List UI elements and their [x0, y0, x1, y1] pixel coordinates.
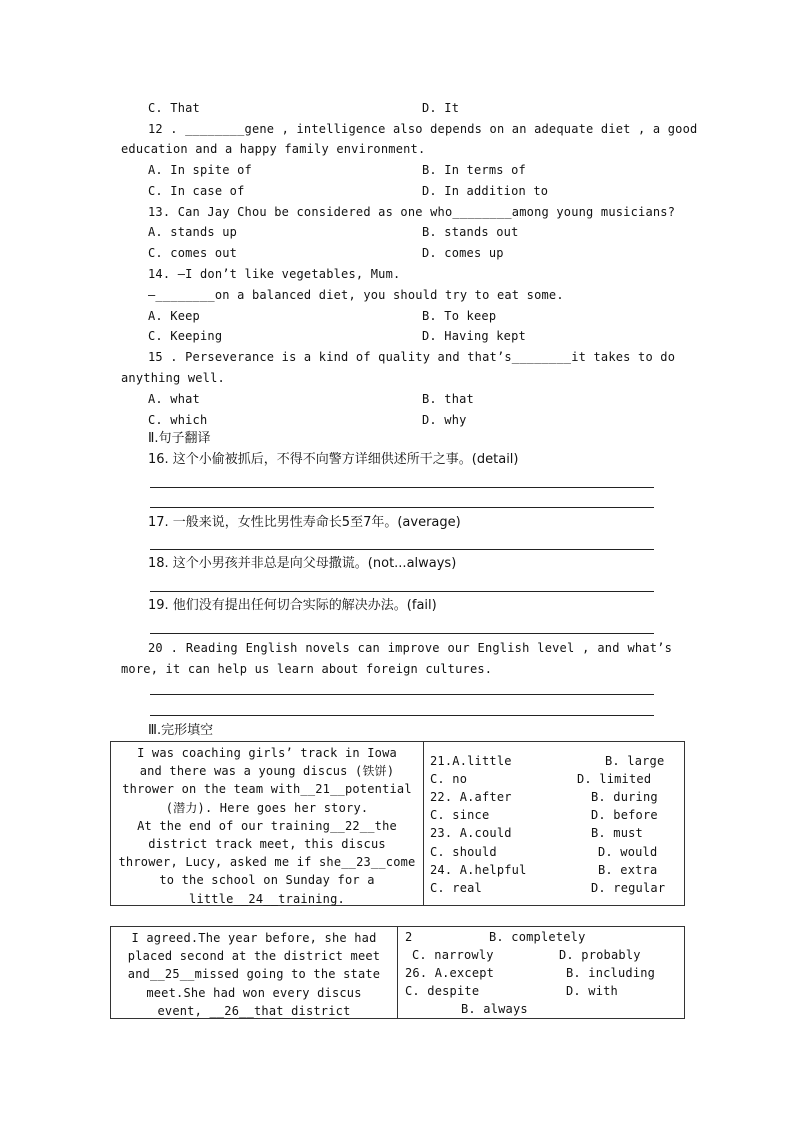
option-13-c: C. comes out — [148, 246, 238, 260]
option-27-b: B. always — [461, 1002, 528, 1016]
option-12-d: D. In addition to — [422, 184, 549, 198]
option-21-d: D. limited — [577, 772, 652, 786]
option-22-a: 22. A.after — [430, 790, 512, 804]
option-14-d: D. Having kept — [422, 329, 526, 343]
cloze-passage-1 — [117, 744, 417, 908]
passage-line: At the end of our training__22__the — [137, 818, 397, 833]
option-13-a: A. stands up — [148, 225, 238, 239]
answer-line[interactable] — [150, 591, 654, 592]
question-19: 19. 他们没有提出任何切合实际的解决办法。(fail) — [148, 598, 437, 613]
question-14-line2: —________on a balanced diet, you should try to eat some. — [148, 288, 564, 302]
passage-line: to the school on Sunday for a — [159, 873, 375, 888]
passage-line: thrower on the team with__21__potential — [122, 782, 412, 797]
option-15-d: D. why — [422, 413, 467, 427]
question-17: 17. 一般来说，女性比男性寿命长5至7年。(average) — [148, 515, 461, 530]
option-15-a: A. what — [148, 392, 200, 406]
option-15-c: C. which — [148, 413, 208, 427]
section-2-heading: Ⅱ.句子翻译 — [148, 431, 211, 446]
option-12-a: A. In spite of — [148, 163, 252, 177]
passage-line: thrower, Lucy, asked me if she__23__come — [118, 855, 416, 870]
cloze-box-1 — [110, 741, 685, 906]
passage-line: meet.She had won every discus — [146, 985, 362, 1000]
question-15-line1: 15 . Perseverance is a kind of quality and that’s________it takes to do — [148, 350, 676, 364]
passage-line: (潜力). Here goes her story. — [165, 800, 369, 815]
question-13: 13. Can Jay Chou be considered as one who________among young musicians? — [148, 205, 676, 219]
question-20-line2: more, it can help us learn about foreign cultures. — [121, 662, 493, 676]
column-divider — [397, 927, 398, 1018]
cloze-passage-2 — [115, 929, 393, 1020]
option-11-c: C. That — [148, 101, 200, 115]
answer-line[interactable] — [150, 487, 654, 488]
option-11-d: D. It — [422, 101, 460, 115]
answer-line[interactable] — [150, 507, 654, 508]
option-23-d: D. would — [598, 845, 658, 859]
option-21-a: 21.A.little — [430, 754, 512, 768]
option-24-d: D. regular — [591, 881, 666, 895]
section-3-heading: Ⅲ.完形填空 — [148, 723, 214, 738]
option-14-c: C. Keeping — [148, 329, 223, 343]
option-24-a: 24. A.helpful — [430, 863, 527, 877]
option-22-d: D. before — [591, 808, 658, 822]
option-21-b: B. large — [605, 754, 665, 768]
question-15-line2: anything well. — [121, 371, 225, 385]
answer-line[interactable] — [150, 715, 654, 716]
option-26-d: D. with — [566, 984, 618, 998]
cloze-box-2 — [110, 926, 685, 1019]
option-25-d: D. probably — [559, 948, 641, 962]
option-25-a: 2 — [405, 930, 413, 944]
option-14-b: B. To keep — [422, 309, 497, 323]
answer-line[interactable] — [150, 633, 654, 634]
option-25-c: C. narrowly — [412, 948, 494, 962]
option-26-a: 26. A.except — [405, 966, 495, 980]
option-12-c: C. In case of — [148, 184, 245, 198]
question-12-line2: education and a happy family environment. — [121, 142, 426, 156]
option-26-b: B. including — [566, 966, 656, 980]
option-26-c: C. despite — [405, 984, 480, 998]
option-23-c: C. should — [430, 845, 497, 859]
passage-line: little__24__training. — [189, 891, 345, 906]
question-14-line1: 14. —I don’t like vegetables, Mum. — [148, 267, 401, 281]
option-22-b: B. during — [591, 790, 658, 804]
passage-line: and there was a young discus (铁饼) — [139, 764, 395, 779]
answer-line[interactable] — [150, 694, 654, 695]
option-23-a: 23. A.could — [430, 826, 512, 840]
option-15-b: B. that — [422, 392, 474, 406]
question-20-line1: 20 . Reading English novels can improve our English level , and what’s — [148, 641, 672, 655]
option-23-b: B. must — [591, 826, 643, 840]
column-divider — [423, 742, 424, 905]
answer-line[interactable] — [150, 549, 654, 550]
option-24-c: C. real — [430, 881, 482, 895]
passage-line: and__25__missed going to the state — [127, 967, 381, 982]
option-22-c: C. since — [430, 808, 490, 822]
passage-line: event, __26__that district — [157, 1003, 351, 1018]
passage-line: I was coaching girls’ track in Iowa — [137, 746, 397, 760]
passage-line: I agreed.The year before, she had — [131, 931, 377, 945]
question-16: 16. 这个小偷被抓后，不得不向警方详细供述所干之事。(detail) — [148, 452, 519, 467]
option-14-a: A. Keep — [148, 309, 200, 323]
option-25-b: B. completely — [489, 930, 586, 944]
question-12-line1: 12 . ________gene , intelligence also depends on an adequate diet , a good — [148, 122, 698, 136]
option-12-b: B. In terms of — [422, 163, 526, 177]
option-13-d: D. comes up — [422, 246, 504, 260]
option-13-b: B. stands out — [422, 225, 519, 239]
passage-line: district track meet, this discus — [148, 837, 386, 852]
passage-line: placed second at the district meet — [127, 949, 381, 964]
option-24-b: B. extra — [598, 863, 658, 877]
question-18: 18. 这个小男孩并非总是向父母撒谎。(not...always) — [148, 556, 457, 571]
option-21-c: C. no — [430, 772, 468, 786]
